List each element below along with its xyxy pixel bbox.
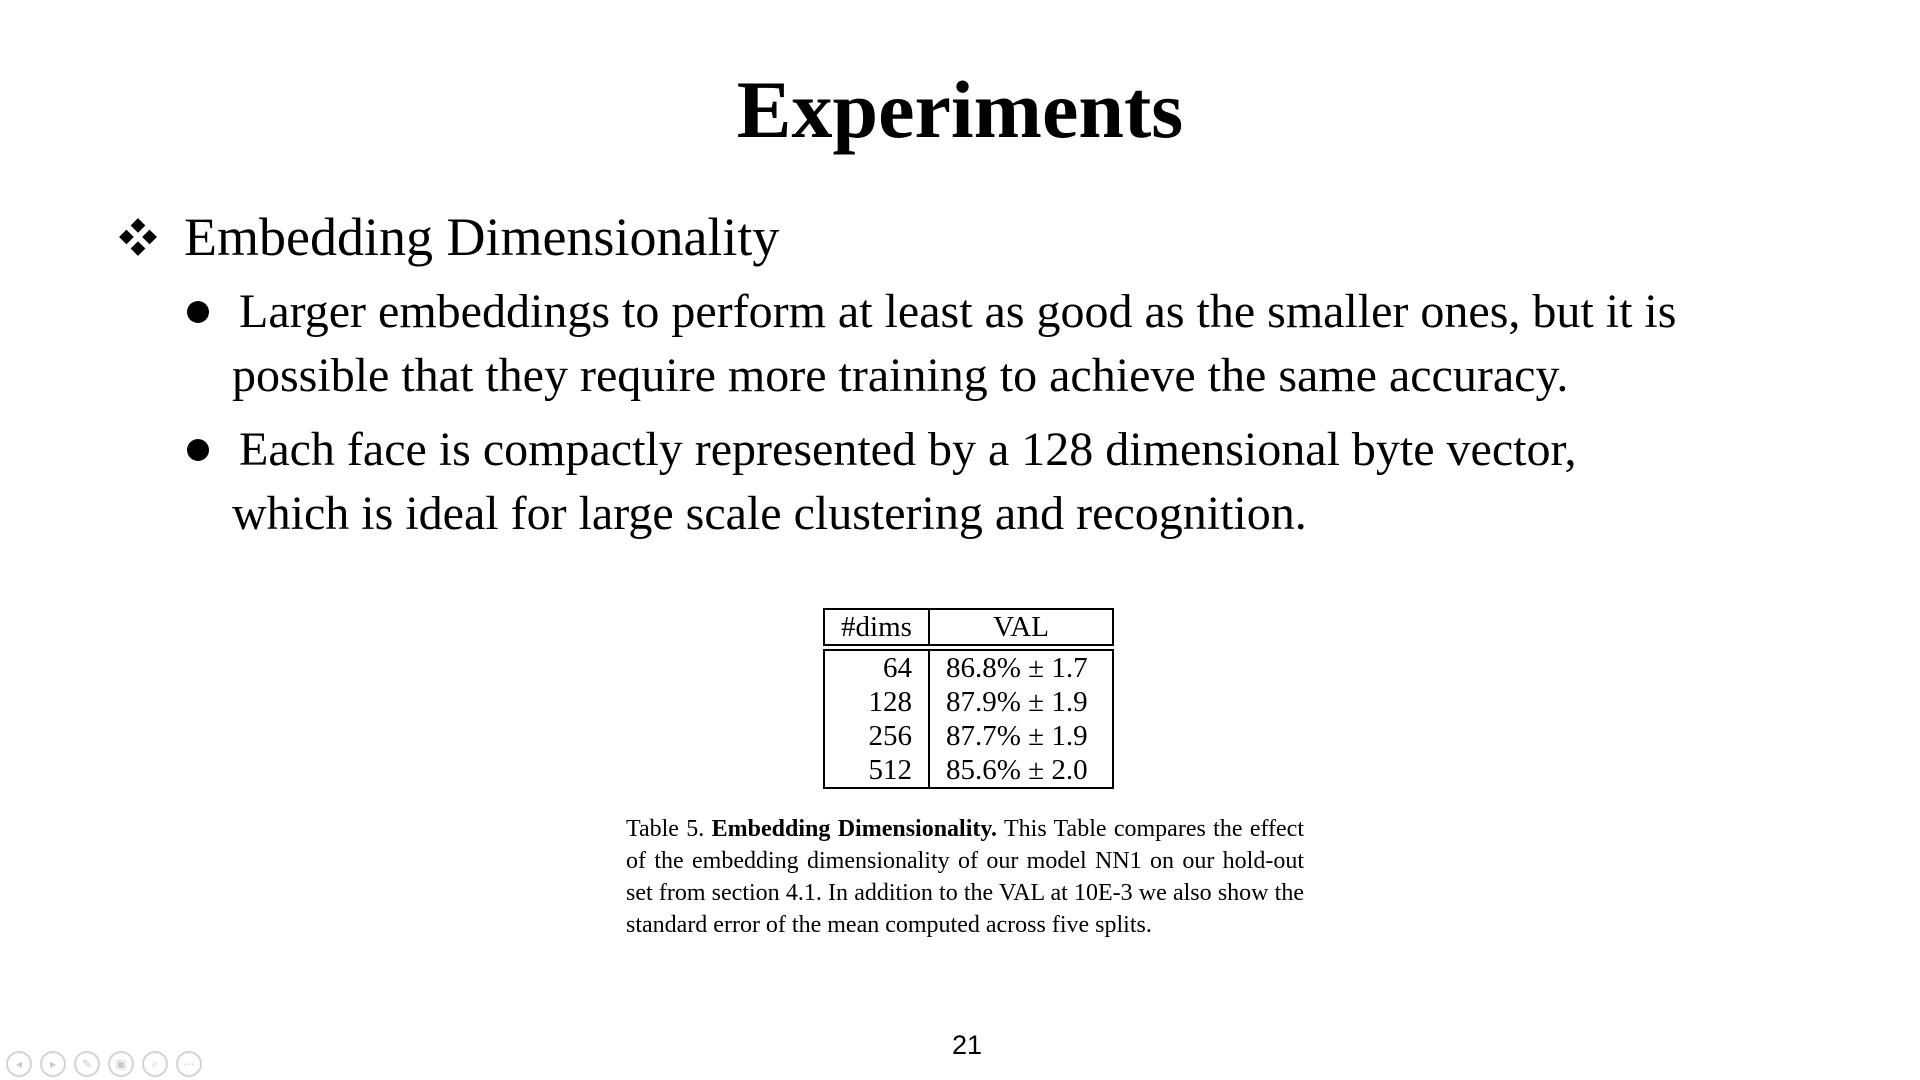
zoom-icon[interactable]: ⌕	[142, 1051, 168, 1077]
previous-icon[interactable]: ◂	[6, 1051, 32, 1077]
bullet-dot-icon	[187, 301, 209, 323]
bullet-item	[187, 280, 1827, 408]
bullet-text-line: Larger embeddings to perform at least as good as the smaller ones, but it is	[239, 285, 1677, 338]
table-caption	[626, 813, 1304, 941]
table-row	[824, 650, 1113, 685]
table-row	[824, 685, 1113, 719]
more-icon[interactable]: ⋯	[176, 1051, 202, 1077]
bullet-item	[187, 418, 1827, 546]
table-row	[824, 753, 1113, 788]
bullet-text-line: which is ideal for large scale clustering and recognition.	[232, 487, 1307, 540]
table-cell: 87.7% ± 1.9	[929, 719, 1113, 753]
table-cell: 512	[824, 753, 929, 788]
page-number: 21	[951, 1030, 983, 1060]
slideshow-controls	[6, 1051, 202, 1077]
table-cell: 86.8% ± 1.7	[929, 650, 1113, 685]
dimensionality-table	[823, 608, 1114, 789]
table-cell: 128	[824, 685, 929, 719]
table-header: #dims	[824, 609, 929, 645]
table-cell: 64	[824, 650, 929, 685]
pen-icon[interactable]: ✎	[74, 1051, 100, 1077]
caption-bold-title: Embedding Dimensionality.	[711, 816, 998, 842]
section-heading	[117, 202, 779, 272]
bullet-dot-icon	[187, 439, 209, 461]
bullet-text-line: possible that they require more training to achieve the same accuracy.	[232, 349, 1569, 402]
table-cell: 256	[824, 719, 929, 753]
section-heading-text: Embedding Dimensionality	[184, 207, 780, 267]
next-icon[interactable]: ▸	[40, 1051, 66, 1077]
bullet-text-line: Each face is compactly represented by a 128 dimensional byte vector,	[239, 423, 1577, 476]
caption-text: This Table compares the effect of the embedding dimensionality of our model NN1 on our hold-out set from section 4.1. In addition to the VAL at 10E-3 we also show the standard error of the mean computed across five splits.	[626, 816, 1304, 938]
table-cell: 85.6% ± 2.0	[929, 753, 1113, 788]
table-row	[824, 719, 1113, 753]
table-header: VAL	[929, 609, 1113, 645]
caption-label: Table 5.	[626, 816, 705, 842]
slides-icon[interactable]: ▣	[108, 1051, 134, 1077]
table-cell: 87.9% ± 1.9	[929, 685, 1113, 719]
slide-title: Experiments	[736, 64, 1184, 155]
four-diamond-icon	[117, 216, 159, 258]
